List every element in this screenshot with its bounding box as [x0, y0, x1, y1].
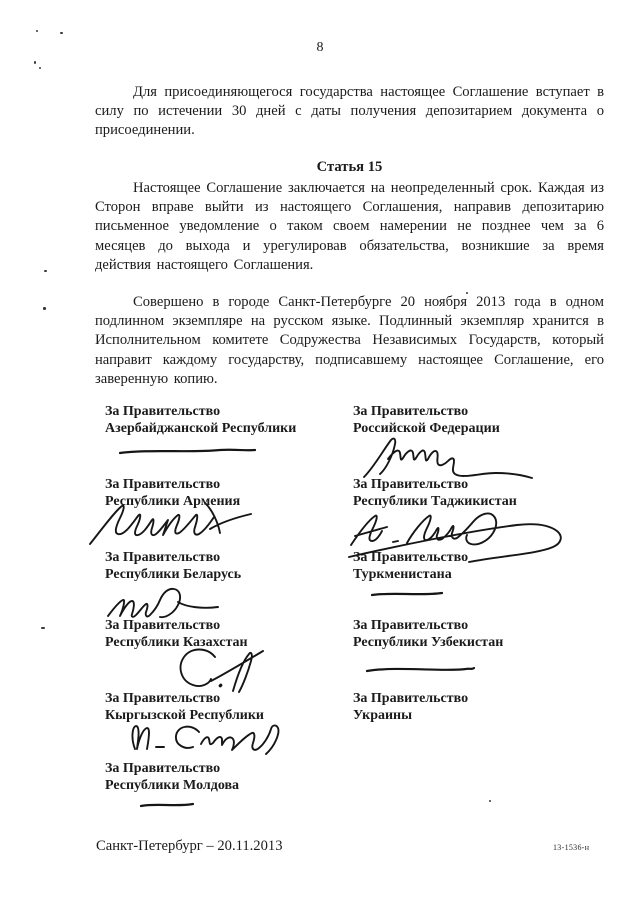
signature-prefix: За Правительство	[105, 618, 221, 633]
signature-ink-belarus	[106, 585, 222, 623]
scan-speck	[36, 30, 38, 32]
paragraph-article15: Настоящее Соглашение заключается на неопределенный срок. Каждая из Сторон вправе выйти из настоящего Соглашения, направив депозитарию письменное уведомление о таком своем намерении не позднее чем за 6 месяцев до выхода и урегулировав обязательства, возникшие за время действия настоящего Соглашения.	[95, 180, 604, 273]
signature-party: Республики Армения	[105, 494, 241, 510]
signature-line-turkmenistan	[371, 590, 443, 598]
signature-prefix: За Правительство	[353, 618, 469, 633]
page-number: 8	[316, 40, 324, 55]
signature-line-uzbekistan	[366, 664, 475, 674]
signature-prefix: За Правительство	[105, 691, 221, 706]
document-code: 13-1536-н	[553, 843, 590, 852]
signature-prefix: За Правительство	[353, 404, 469, 419]
signature-line-azerbaijan	[119, 447, 256, 456]
signature-block-azerbaijan	[105, 403, 296, 438]
signature-party: Республики Таджикистан	[353, 494, 517, 510]
signature-block-belarus	[105, 549, 241, 584]
article-heading: Статья 15	[316, 159, 383, 175]
signature-block-moldova	[105, 760, 239, 795]
signature-party: Республики Молдова	[105, 778, 240, 794]
footer-place-date: Санкт-Петербург – 20.11.2013	[96, 838, 283, 854]
signature-party: Украины	[353, 708, 413, 724]
signature-ink-kyrgyzstan	[123, 719, 298, 759]
signature-party: Российской Федерации	[353, 421, 500, 437]
signature-party: Республики Узбекистан	[353, 635, 504, 651]
scan-speck	[41, 627, 45, 629]
signature-prefix: За Правительство	[353, 477, 469, 492]
signature-party: Азербайджанской Республики	[105, 421, 297, 437]
signature-ink-russia	[358, 433, 558, 481]
scan-speck	[34, 61, 36, 64]
signature-party: Туркменистана	[353, 567, 452, 583]
signature-prefix: За Правительство	[105, 477, 221, 492]
signature-party: Республики Казахстан	[105, 635, 248, 651]
scan-speck	[489, 800, 491, 802]
scan-speck	[466, 292, 468, 294]
signature-ink-tajikistan	[347, 505, 575, 565]
signature-block-ukraine	[353, 690, 468, 725]
signature-prefix: За Правительство	[105, 404, 221, 419]
signature-ink-armenia	[88, 502, 260, 548]
signature-party: Республики Беларусь	[105, 567, 242, 583]
paragraph-done-at: Совершено в городе Санкт-Петербурге 20 ноября 2013 года в одном подлинном экземпляре на русском языке. Подлинный экземпляр хранится в Исполнительном комитете Содружества Независимых Государств, который направит каждому государству, подписавшему настоящее Соглашение, его заверенную копию.	[95, 294, 604, 387]
scan-speck	[60, 32, 63, 34]
scan-speck	[43, 307, 46, 310]
paragraph-accession: Для присоединяющегося государства настоящее Соглашение вступает в силу по истечении 30 дней с даты получения депозитарием документа о присоединении.	[95, 84, 604, 139]
signature-ink-kazakhstan	[155, 645, 267, 695]
signature-prefix: За Правительство	[105, 761, 221, 776]
scan-speck	[44, 270, 47, 272]
signature-line-moldova	[140, 801, 194, 809]
signature-block-uzbekistan	[353, 617, 503, 652]
signature-prefix: За Правительство	[105, 550, 221, 565]
signature-prefix: За Правительство	[353, 550, 469, 565]
signature-prefix: За Правительство	[353, 691, 469, 706]
scan-speck	[39, 67, 41, 69]
signature-party: Кыргызской Республики	[105, 708, 264, 724]
